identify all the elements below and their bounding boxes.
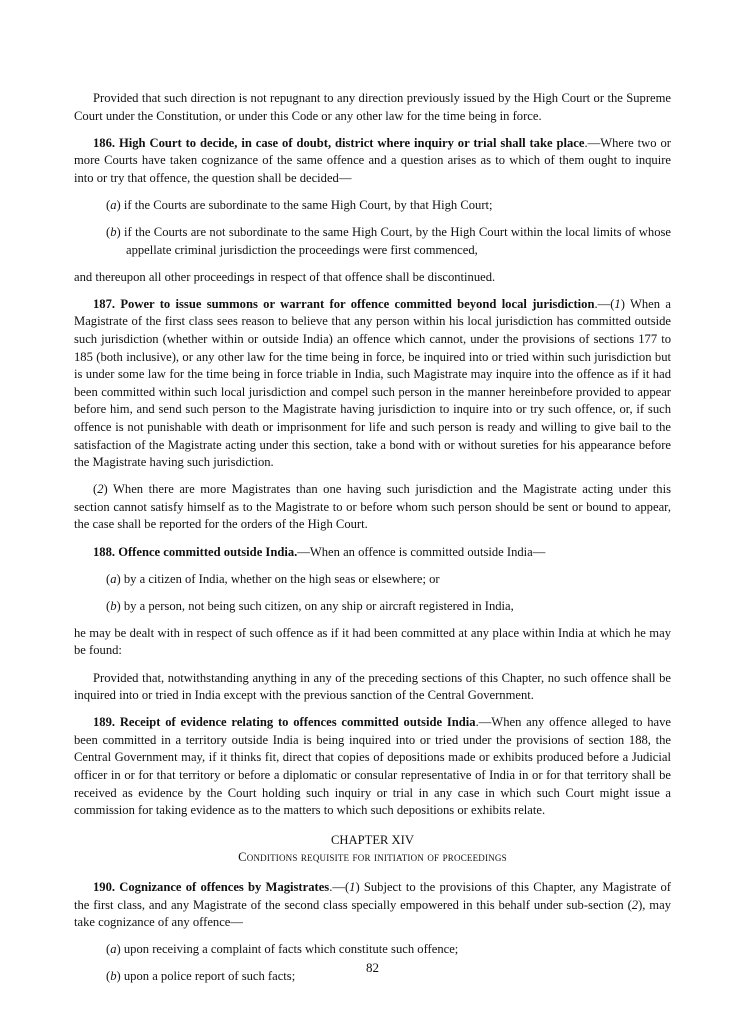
- section-186-tail: [74, 269, 671, 287]
- section-190: [74, 879, 671, 932]
- section-189-text: .—When any offence alleged to have been committed in a territory outside India is being inquired into or tried under the provisions of section 188, the Central Government may, if it thinks fit, direct that copies of depositions made or exhibits produced before a Judicial officer in or for that territory or before a diplomatic or consular representative of India in or for that territory shall be received as evidence by the Court holding such inquiry or trial in any case in which such Court might issue a commission for taking evidence as to the matters to which such depositions or exhibits relate.: [74, 715, 671, 818]
- lead-text: .—(: [329, 879, 350, 894]
- section-186-heading: 186. High Court to decide, in case of doubt, district where inquiry or trial shall take place: [93, 135, 585, 150]
- section-187-subsection-2: (2) When there are more Magistrates than one having such jurisdiction and the Magistrate acting under this section cannot satisfy himself as to the Magistrate to or before whom such person should be sent or bound to appear, the case shall be reported for the orders of the High Court.: [74, 482, 671, 532]
- clause-text: by a person, not being such citizen, on any ship or aircraft registered in India,: [120, 598, 514, 613]
- section-188-clause-a: (a) by a citizen of India, whether on the high seas or elsewhere; or: [106, 571, 440, 586]
- proviso-text: Provided that, notwithstanding anything in any of the preceding sections of this Chapter, no such offence shall be inquired into or tried in India except with the previous sanction of the Central Government.: [74, 670, 671, 703]
- section-190-clause-b: (b) upon a police report of such facts;: [106, 969, 296, 984]
- section-186: [74, 135, 671, 188]
- section-188-heading: 188. Offence committed outside India.: [93, 544, 298, 559]
- section-190-text-end: ), may take cognizance of any offence—: [74, 897, 671, 930]
- clause-mark: a: [110, 942, 117, 957]
- subsection-number: 2: [631, 897, 639, 912]
- section-188-proviso: [74, 670, 671, 705]
- clause-text: upon receiving a complaint of facts which constitute such offence;: [120, 942, 459, 957]
- section-187-text: ) When a Magistrate of the first class sees reason to believe that any person within his local jurisdiction has committed outside such jurisdiction (whether within or outside India) an offence which cannot, under the provisions of sections 177 to 185 (both inclusive), or any other law for the time being in force, be inquired into or tried within such jurisdiction but is under some law for the time being in force triable in India, such Magistrate may inquire into the offence as if it had been committed within such local jurisdiction and compel such person in the manner hereinbefore provided to appear before him, and send such person to the Magistrate having jurisdiction to inquire into or try such offence, or, if such offence is not punishable with death or imprisonment for life and such person is ready and willing to give bail to the satisfaction of the Magistrate acting under this section, take a bond with or without sureties for his appearance before the Magistrate having such jurisdiction.: [74, 296, 671, 470]
- clause-mark: a: [110, 571, 117, 586]
- page-number: 82: [366, 960, 379, 975]
- section-188-tail: [74, 625, 671, 660]
- tail-text: he may be dealt with in respect of such offence as if it had been committed at any place within India at which he may be found:: [74, 625, 671, 658]
- chapter-number: CHAPTER XIV: [331, 832, 414, 847]
- proviso-text: Provided that such direction is not repugnant to any direction previously issued by the High Court or the Supreme Court under the Constitution, or under this Code or any other law for the time being in force.: [74, 91, 671, 123]
- section-188: [74, 544, 671, 562]
- section-189-heading: 189. Receipt of evidence relating to offences committed outside India: [93, 715, 476, 730]
- section-187-heading: 187. Power to issue summons or warrant for offence committed beyond local jurisdiction: [93, 296, 595, 311]
- section-188-text: —When an offence is committed outside India—: [297, 544, 546, 559]
- chapter-title: Conditions requisite for initiation of proceedings: [238, 850, 507, 865]
- clause-text: upon a police report of such facts;: [120, 969, 296, 984]
- subsection-number: 1: [349, 879, 356, 894]
- proviso-paragraph: [74, 90, 671, 125]
- tail-text: and thereupon all other proceedings in respect of that offence shall be discontinued.: [74, 269, 496, 284]
- clause-mark: b: [110, 225, 117, 240]
- clause-text: by a citizen of India, whether on the high seas or elsewhere; or: [120, 571, 440, 586]
- lead-text: .—(: [594, 296, 615, 311]
- section-190-heading: 190. Cognizance of offences by Magistrates: [93, 879, 330, 894]
- clause-text: if the Courts are subordinate to the same High Court, by that High Court;: [120, 197, 493, 212]
- section-188-clause-b: (b) by a person, not being such citizen, on any ship or aircraft registered in India,: [106, 598, 514, 613]
- clause-text: if the Courts are not subordinate to the same High Court, by the High Court within the local limits of whose appellate criminal jurisdiction the proceedings were first commenced,: [120, 225, 671, 257]
- section-190-clause-a: (a) upon receiving a complaint of facts which constitute such offence;: [106, 942, 459, 957]
- section-187: [74, 296, 671, 472]
- clause-mark: b: [110, 969, 117, 984]
- clause-mark: b: [110, 598, 117, 613]
- section-186-clause-b: (b) if the Courts are not subordinate to the same High Court, by the High Court within the local limits of whose appellate criminal jurisdiction the proceedings were first commenced,: [106, 225, 671, 257]
- section-186-text: .—Where two or more Courts have taken cognizance of the same offence and a question arises as to which of them ought to inquire into or try that offence, the question shall be decided—: [74, 135, 671, 185]
- subsection-number: 1: [614, 296, 621, 311]
- section-189: [74, 714, 671, 820]
- section-190-text: ) Subject to the provisions of this Chapter, any Magistrate of the first class, and any Magistrate of the second class specially empowered in this behalf under sub-section (: [74, 879, 671, 912]
- section-186-clause-a: (a) if the Courts are subordinate to the same High Court, by that High Court;: [106, 197, 493, 212]
- subsection-number: 2: [97, 482, 104, 497]
- clause-mark: a: [110, 197, 117, 212]
- subsection-text: ) When there are more Magistrates than one having such jurisdiction and the Magistrate acting under this section cannot satisfy himself as to the Magistrate to or before whom such person should be sent or bound to appear, the case shall be reported for the orders of the High Court.: [74, 482, 671, 532]
